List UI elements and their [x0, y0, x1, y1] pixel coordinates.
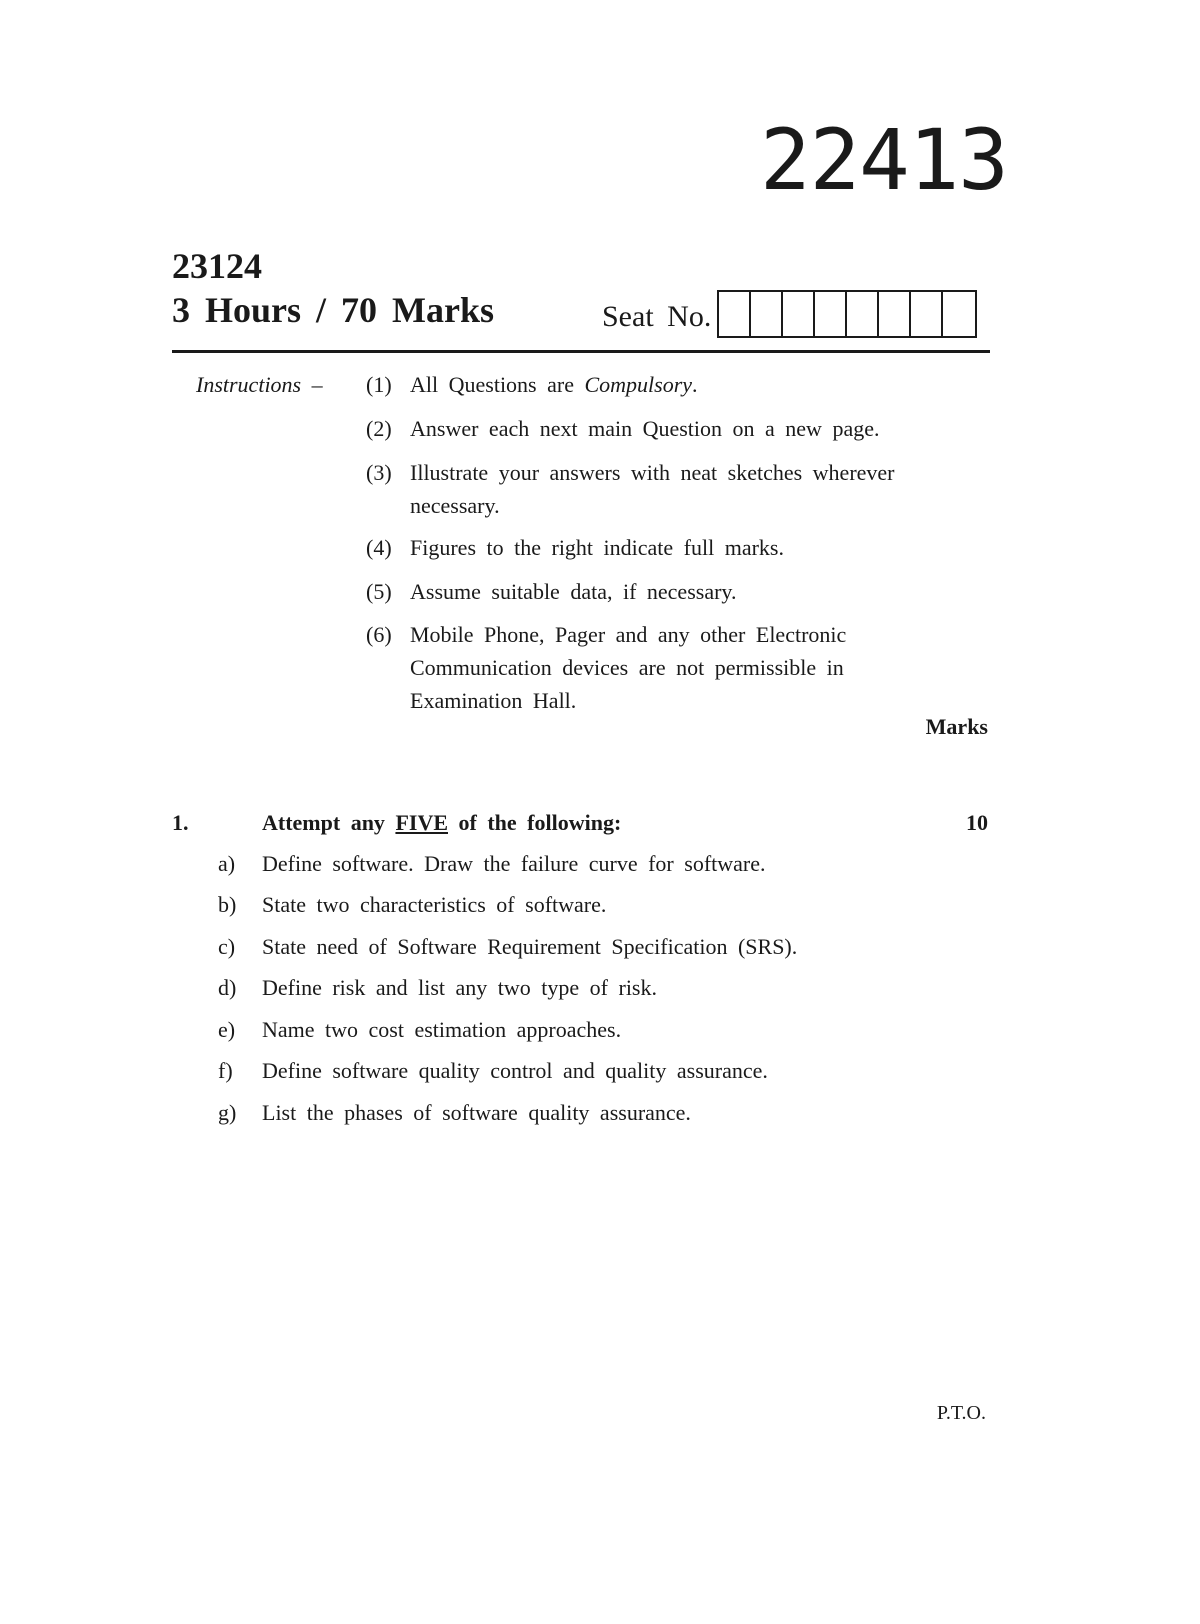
instruction-text-part: .: [692, 372, 698, 397]
question-heading-part: Attempt any: [262, 810, 396, 835]
instruction-text: Mobile Phone, Pager and any other Electronic Communication devices are not permissible in Examination Hall.: [410, 622, 847, 713]
instruction-number: (3): [366, 460, 392, 485]
seat-no-box: [751, 292, 783, 336]
subpart-text: Define software. Draw the failure curve for software.: [262, 851, 766, 876]
instruction-text: Answer each next main Question on a new page.: [410, 416, 880, 441]
subpart-text: Define risk and list any two type of risk.: [262, 975, 657, 1000]
subpart-label: e): [218, 1017, 236, 1042]
instruction-number: (1): [366, 372, 392, 397]
seat-no-box: [879, 292, 911, 336]
seat-no-box: [911, 292, 943, 336]
subpart-label: b): [218, 892, 237, 917]
instruction-number: (2): [366, 416, 392, 441]
seat-no-box: [719, 292, 751, 336]
subpart-text: Define software quality control and quality assurance.: [262, 1058, 768, 1083]
instruction-emphasis: Compulsory: [584, 372, 693, 397]
seat-no-box: [815, 292, 847, 336]
instruction-text: Illustrate your answers with neat sketches wherever necessary.: [410, 460, 895, 518]
subpart-label: c): [218, 934, 236, 959]
subpart-label: f): [218, 1058, 233, 1083]
instruction-number: (4): [366, 535, 392, 560]
subpart-label: d): [218, 975, 237, 1000]
seat-no-box: [847, 292, 879, 336]
instructions-label: Instructions –: [196, 372, 323, 397]
header-rule: [172, 350, 990, 353]
question-marks: 10: [966, 810, 988, 835]
instruction-number: (5): [366, 579, 392, 604]
instruction-text: [410, 368, 970, 401]
instruction-number: (6): [366, 622, 392, 647]
marks-column-heading: Marks: [925, 714, 988, 739]
exam-code: 23124: [172, 246, 262, 286]
seat-no-boxes: [717, 290, 977, 338]
duration-marks: 3 Hours / 70 Marks: [172, 290, 495, 330]
subpart-text: List the phases of software quality assurance.: [262, 1100, 691, 1125]
instruction-text: Assume suitable data, if necessary.: [410, 579, 737, 604]
question-heading-emphasis: FIVE: [395, 810, 448, 835]
question-number: 1.: [172, 810, 189, 835]
subpart-text: Name two cost estimation approaches.: [262, 1017, 622, 1042]
subpart-text: State need of Software Requirement Specification (SRS).: [262, 934, 798, 959]
seat-no-box: [943, 292, 975, 336]
paper-code: 22413: [760, 111, 1008, 209]
seat-no-label: Seat No.: [602, 300, 712, 333]
question-heading-part: of the following:: [448, 810, 622, 835]
subpart-text: State two characteristics of software.: [262, 892, 607, 917]
please-turn-over: P.T.O.: [936, 1402, 986, 1424]
subpart-label: a): [218, 851, 236, 876]
instruction-text: Figures to the right indicate full marks.: [410, 535, 784, 560]
instruction-text-part: All Questions are: [410, 372, 585, 397]
question-heading: [262, 808, 621, 838]
subpart-label: g): [218, 1100, 237, 1125]
seat-no-box: [783, 292, 815, 336]
